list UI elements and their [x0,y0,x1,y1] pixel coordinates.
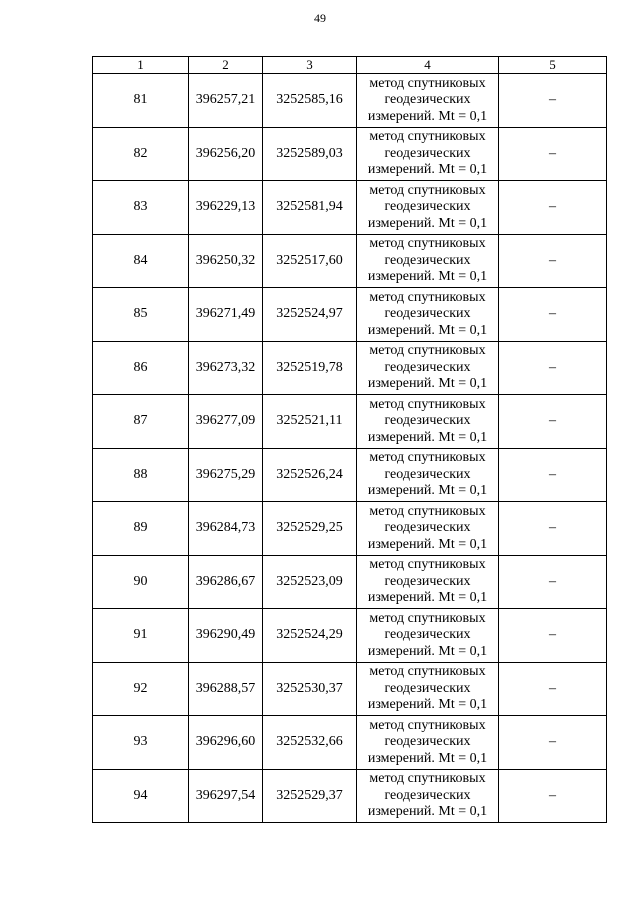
method-line: метод спутниковых [369,771,486,786]
y-coordinate-cell: 3252523,09 [263,555,357,609]
x-coordinate-cell: 396257,21 [189,74,263,128]
method-cell [357,234,499,288]
note-cell: – [499,74,607,128]
method-cell [357,769,499,823]
method-line: метод спутниковых [369,343,486,358]
y-coordinate-cell: 3252524,97 [263,288,357,342]
table-row [93,74,607,128]
method-line: измерений. Mt = 0,1 [367,162,488,177]
coordinates-table [92,56,607,823]
method-line: измерений. Mt = 0,1 [367,108,488,124]
method-line: измерений. Mt = 0,1 [367,483,488,498]
x-coordinate-cell: 396277,09 [189,395,263,449]
method-line: метод спутниковых [369,75,486,91]
method-line: метод спутниковых [369,503,486,519]
point-number-cell: 83 [93,181,189,235]
table-row [93,716,607,770]
method-line: геодезических [384,199,471,214]
note-cell: – [499,502,607,556]
method-cell [357,502,499,556]
y-coordinate-cell: 3252521,11 [263,395,357,449]
column-header-3: 3 [263,57,357,74]
x-coordinate-cell: 396256,20 [189,127,263,181]
column-header-2: 2 [189,57,263,74]
point-number-cell: 86 [93,341,189,395]
method-line: измерений. Mt = 0,1 [367,643,488,659]
method-line: метод спутниковых [369,717,486,733]
table-row [93,662,607,716]
method-line: метод спутниковых [369,129,486,144]
method-line: геодезических [384,413,471,428]
method-line: измерений. Mt = 0,1 [367,215,488,231]
point-number-cell: 91 [93,609,189,663]
note-cell: – [499,769,607,823]
point-number-cell: 85 [93,288,189,342]
x-coordinate-cell: 396275,29 [189,448,263,502]
y-coordinate-cell: 3252526,24 [263,448,357,502]
method-line: геодезических [384,466,471,482]
method-line: измерений. Mt = 0,1 [367,429,488,445]
note-cell: – [499,555,607,609]
table-row [93,609,607,663]
method-cell [357,74,499,128]
x-coordinate-cell: 396250,32 [189,234,263,288]
table-row [93,234,607,288]
method-line: геодезических [384,680,471,696]
method-line: измерений. Mt = 0,1 [367,804,488,819]
method-line: геодезических [384,520,471,535]
table-row [93,341,607,395]
method-line: метод спутниковых [369,289,486,305]
y-coordinate-cell: 3252581,94 [263,181,357,235]
method-cell [357,181,499,235]
method-cell [357,555,499,609]
method-line: метод спутниковых [369,396,486,412]
page-number: 49 [314,11,326,25]
y-coordinate-cell: 3252530,37 [263,662,357,716]
method-cell [357,341,499,395]
y-coordinate-cell: 3252589,03 [263,127,357,181]
note-cell: – [499,609,607,663]
table-row [93,288,607,342]
method-line: геодезических [384,252,471,268]
y-coordinate-cell: 3252524,29 [263,609,357,663]
method-line: метод спутниковых [369,664,486,679]
method-line: геодезических [384,787,471,803]
x-coordinate-cell: 396290,49 [189,609,263,663]
note-cell: – [499,341,607,395]
point-number-cell: 87 [93,395,189,449]
note-cell: – [499,716,607,770]
x-coordinate-cell: 396284,73 [189,502,263,556]
method-line: измерений. Mt = 0,1 [367,322,488,338]
table-header-row [93,57,607,74]
point-number-cell: 92 [93,662,189,716]
point-number-cell: 82 [93,127,189,181]
x-coordinate-cell: 396229,13 [189,181,263,235]
method-line: измерений. Mt = 0,1 [367,376,488,391]
method-cell [357,662,499,716]
x-coordinate-cell: 396273,32 [189,341,263,395]
method-line: метод спутниковых [369,557,486,572]
table-row [93,769,607,823]
method-line: измерений. Mt = 0,1 [367,536,488,552]
point-number-cell: 90 [93,555,189,609]
point-number-cell: 94 [93,769,189,823]
method-line: геодезических [384,573,471,589]
table-row [93,448,607,502]
x-coordinate-cell: 396271,49 [189,288,263,342]
column-header-4: 4 [357,57,499,74]
x-coordinate-cell: 396288,57 [189,662,263,716]
point-number-cell: 88 [93,448,189,502]
y-coordinate-cell: 3252532,66 [263,716,357,770]
note-cell: – [499,448,607,502]
x-coordinate-cell: 396296,60 [189,716,263,770]
table-row [93,395,607,449]
method-line: измерений. Mt = 0,1 [367,269,488,284]
method-line: геодезических [384,92,471,107]
method-line: измерений. Mt = 0,1 [367,750,488,766]
method-cell [357,395,499,449]
point-number-cell: 89 [93,502,189,556]
table-row [93,181,607,235]
y-coordinate-cell: 3252529,37 [263,769,357,823]
note-cell: – [499,395,607,449]
y-coordinate-cell: 3252519,78 [263,341,357,395]
method-line: измерений. Mt = 0,1 [367,697,488,712]
y-coordinate-cell: 3252585,16 [263,74,357,128]
y-coordinate-cell: 3252517,60 [263,234,357,288]
method-line: метод спутниковых [369,450,486,465]
method-line: геодезических [384,306,471,321]
table-row [93,502,607,556]
table-row [93,555,607,609]
method-line: метод спутниковых [369,610,486,626]
method-cell [357,716,499,770]
method-line: метод спутниковых [369,182,486,198]
column-header-1: 1 [93,57,189,74]
method-line: геодезических [384,359,471,375]
method-cell [357,448,499,502]
x-coordinate-cell: 396286,67 [189,555,263,609]
note-cell: – [499,662,607,716]
column-header-5: 5 [499,57,607,74]
point-number-cell: 93 [93,716,189,770]
note-cell: – [499,127,607,181]
table-row [93,127,607,181]
note-cell: – [499,234,607,288]
method-cell [357,609,499,663]
method-cell [357,127,499,181]
method-line: геодезических [384,734,471,749]
note-cell: – [499,181,607,235]
point-number-cell: 81 [93,74,189,128]
method-line: геодезических [384,627,471,642]
method-cell [357,288,499,342]
y-coordinate-cell: 3252529,25 [263,502,357,556]
x-coordinate-cell: 396297,54 [189,769,263,823]
method-line: геодезических [384,145,471,161]
point-number-cell: 84 [93,234,189,288]
note-cell: – [499,288,607,342]
method-line: метод спутниковых [369,236,486,251]
method-line: измерений. Mt = 0,1 [367,590,488,605]
